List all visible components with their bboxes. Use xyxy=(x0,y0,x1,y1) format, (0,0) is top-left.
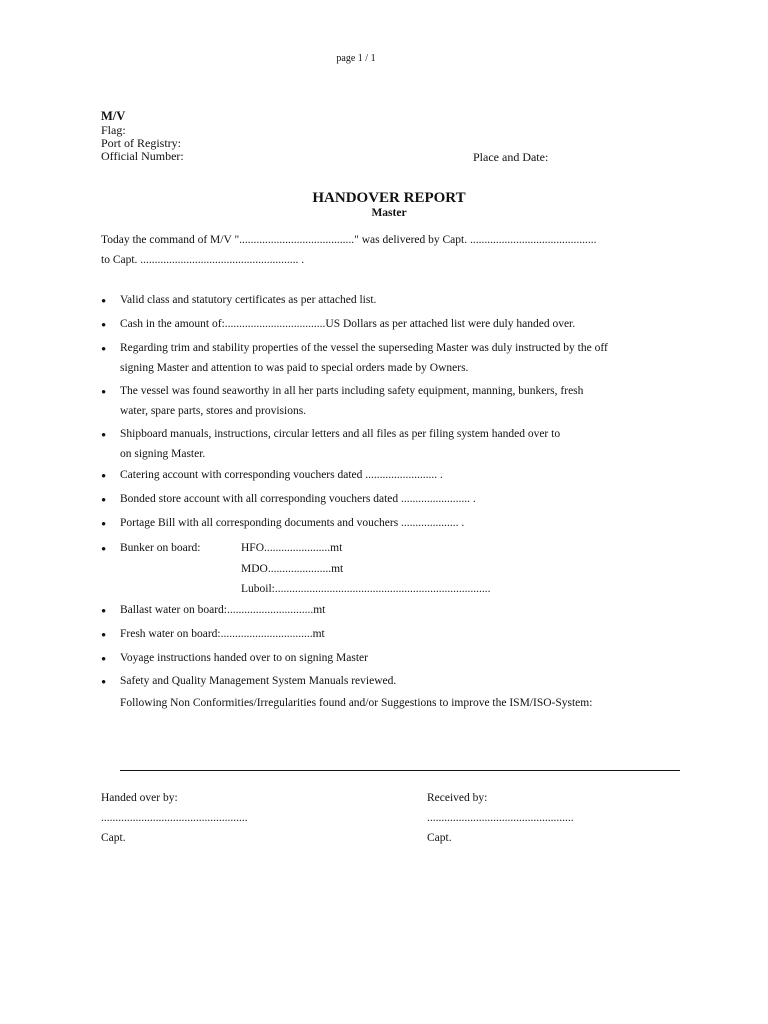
nonconformities-heading: Following Non Conformities/Irregularities found and/or Suggestions to improve the ISM/ISO-System: xyxy=(120,697,593,709)
bullet-icon: • xyxy=(101,604,107,620)
received-by-label: Received by: xyxy=(427,792,488,804)
item-seaworthy-line-1: The vessel was found seaworthy in all her parts including safety equipment, manning, bunkers, fresh xyxy=(120,385,584,397)
item-seaworthy-line-2: water, spare parts, stores and provisions. xyxy=(120,405,307,417)
item-manuals-line-1: Shipboard manuals, instructions, circular letters and all files as per filing system handed over to xyxy=(120,428,561,440)
item-voyage-instructions: Voyage instructions handed over to on signing Master xyxy=(120,652,368,664)
item-trim-line-1: Regarding trim and stability properties of the vessel the superseding Master was duly instructed by the off xyxy=(120,342,608,354)
intro-line-2: to Capt. ....................................................... . xyxy=(101,254,305,266)
bullet-icon: • xyxy=(101,385,107,401)
bullet-icon: • xyxy=(101,652,107,668)
bullet-icon: • xyxy=(101,542,107,558)
bullet-icon: • xyxy=(101,493,107,509)
bullet-icon: • xyxy=(101,517,107,533)
handed-over-by-capt: Capt. xyxy=(101,832,126,844)
item-bonded-store: Bonded store account with all corresponding vouchers dated ........................ . xyxy=(120,493,476,505)
bunker-luboil: Luboil:........................................................................... xyxy=(241,583,491,595)
received-by-signature-line: ................................................... xyxy=(427,812,574,824)
report-subtitle: Master xyxy=(371,207,407,219)
notes-line xyxy=(120,770,680,771)
bullet-icon: • xyxy=(101,294,107,310)
port-of-registry-label: Port of Registry: xyxy=(101,136,181,150)
bullet-icon: • xyxy=(101,628,107,644)
item-portage-bill: Portage Bill with all corresponding documents and vouchers .................... . xyxy=(120,517,465,529)
page-number: page 1 / 1 xyxy=(336,53,376,64)
bunker-mdo: MDO......................mt xyxy=(241,563,344,575)
bullet-icon: • xyxy=(101,428,107,444)
handed-over-by-label: Handed over by: xyxy=(101,792,178,804)
official-number-label: Official Number: xyxy=(101,149,184,163)
flag-label: Flag: xyxy=(101,123,126,137)
bunker-hfo: HFO.......................mt xyxy=(241,542,343,554)
item-certificates: Valid class and statutory certificates as per attached list. xyxy=(120,294,377,306)
item-catering: Catering account with corresponding vouchers dated ......................... . xyxy=(120,469,443,481)
item-cash: Cash in the amount of:...................................US Dollars as per attached list were duly handed over. xyxy=(120,318,576,330)
bullet-icon: • xyxy=(101,469,107,485)
item-manuals-line-2: on signing Master. xyxy=(120,448,206,460)
bullet-icon: • xyxy=(101,675,107,691)
item-fresh-water: Fresh water on board:................................mt xyxy=(120,628,325,640)
item-ballast-water: Ballast water on board:..............................mt xyxy=(120,604,326,616)
vessel-mv-label: M/V xyxy=(101,109,126,123)
bullet-icon: • xyxy=(101,318,107,334)
item-safety-manuals: Safety and Quality Management System Manuals reviewed. xyxy=(120,675,397,687)
received-by-capt: Capt. xyxy=(427,832,452,844)
item-bunker-label: Bunker on board: xyxy=(120,542,201,554)
place-and-date-label: Place and Date: xyxy=(473,150,549,164)
report-title: HANDOVER REPORT xyxy=(312,190,466,206)
bullet-icon: • xyxy=(101,342,107,358)
intro-line-1: Today the command of M/V "........................................" was delivered by Capt. ............................................ xyxy=(101,234,597,246)
handed-over-by-signature-line: ................................................... xyxy=(101,812,248,824)
item-trim-line-2: signing Master and attention to was paid to special orders made by Owners. xyxy=(120,362,469,374)
